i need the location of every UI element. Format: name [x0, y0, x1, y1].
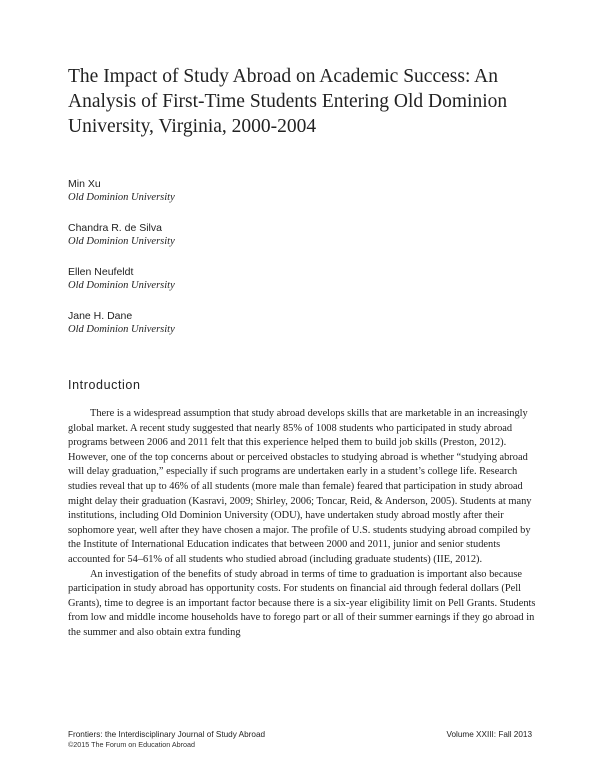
author-name: Ellen Neufeldt: [68, 266, 134, 278]
body-paragraph: There is a widespread assumption that study abroad develops skills that are marketable in an increasingly global market. A recent study suggested that nearly 85% of 1008 students who participated in study abroad programs between 2006 and 2011 felt that this experience helped them to build job skills (Preston, 2012). However, one of the top concerns about or perceived obstacles to studying abroad is whether “studying abroad will delay graduation,” especially if such programs are undertaken early in a student’s college life. Research studies reveal that up to 46% of all students (more male than female) feared that participation in study abroad might delay their graduation (Kasravi, 2009; Shirley, 2006; Toncar, Reid, & Anderson, 2005). Students at many institutions, including Old Dominion University (ODU), have undertaken study abroad mostly after their sophomore year, well after they have chosen a major. The profile of U.S. students studying abroad compiled by the Institute of International Education indicates that between 2000 and 2011, junior and senior students accounted for 54–61% of all students who studied abroad (including graduate students) (IIE, 2012).: [68, 408, 532, 565]
author-list: [68, 178, 528, 354]
author-name: Chandra R. de Silva: [68, 222, 162, 234]
footer-row: [68, 730, 532, 740]
body-paragraph: An investigation of the benefits of study abroad in terms of time to graduation is important also because participation in study abroad has opportunity costs. For students on financial aid through federal dollars (Pell Grants), time to degree is an important factor because there is a six-year eligibility limit on Pell Grants. Students from low and middle income households have to forego part or all of their summer earnings if they go abroad in the summer and also obtain extra funding: [68, 568, 536, 638]
author-affiliation: Old Dominion University: [68, 324, 175, 335]
author-entry: [68, 266, 528, 293]
section-heading-introduction: Introduction: [68, 378, 141, 392]
introduction-body: [68, 407, 542, 641]
volume-label: Volume XXIII: Fall 2013: [446, 730, 532, 739]
paper-title: The Impact of Study Abroad on Academic Success: An Analysis of First-Time Students Entering Old Dominion University, Virginia, 2000-2004: [68, 66, 508, 137]
author-name: Min Xu: [68, 178, 101, 190]
page-footer: [68, 730, 532, 750]
author-affiliation: Old Dominion University: [68, 280, 175, 291]
author-entry: [68, 222, 528, 249]
author-name: Jane H. Dane: [68, 310, 133, 322]
copyright-notice: ©2015 The Forum on Education Abroad: [68, 740, 196, 749]
author-entry: [68, 178, 528, 205]
author-entry: [68, 310, 528, 337]
author-affiliation: Old Dominion University: [68, 192, 175, 203]
journal-name: Frontiers: the Interdisciplinary Journal of Study Abroad: [68, 730, 266, 739]
author-affiliation: Old Dominion University: [68, 236, 175, 247]
